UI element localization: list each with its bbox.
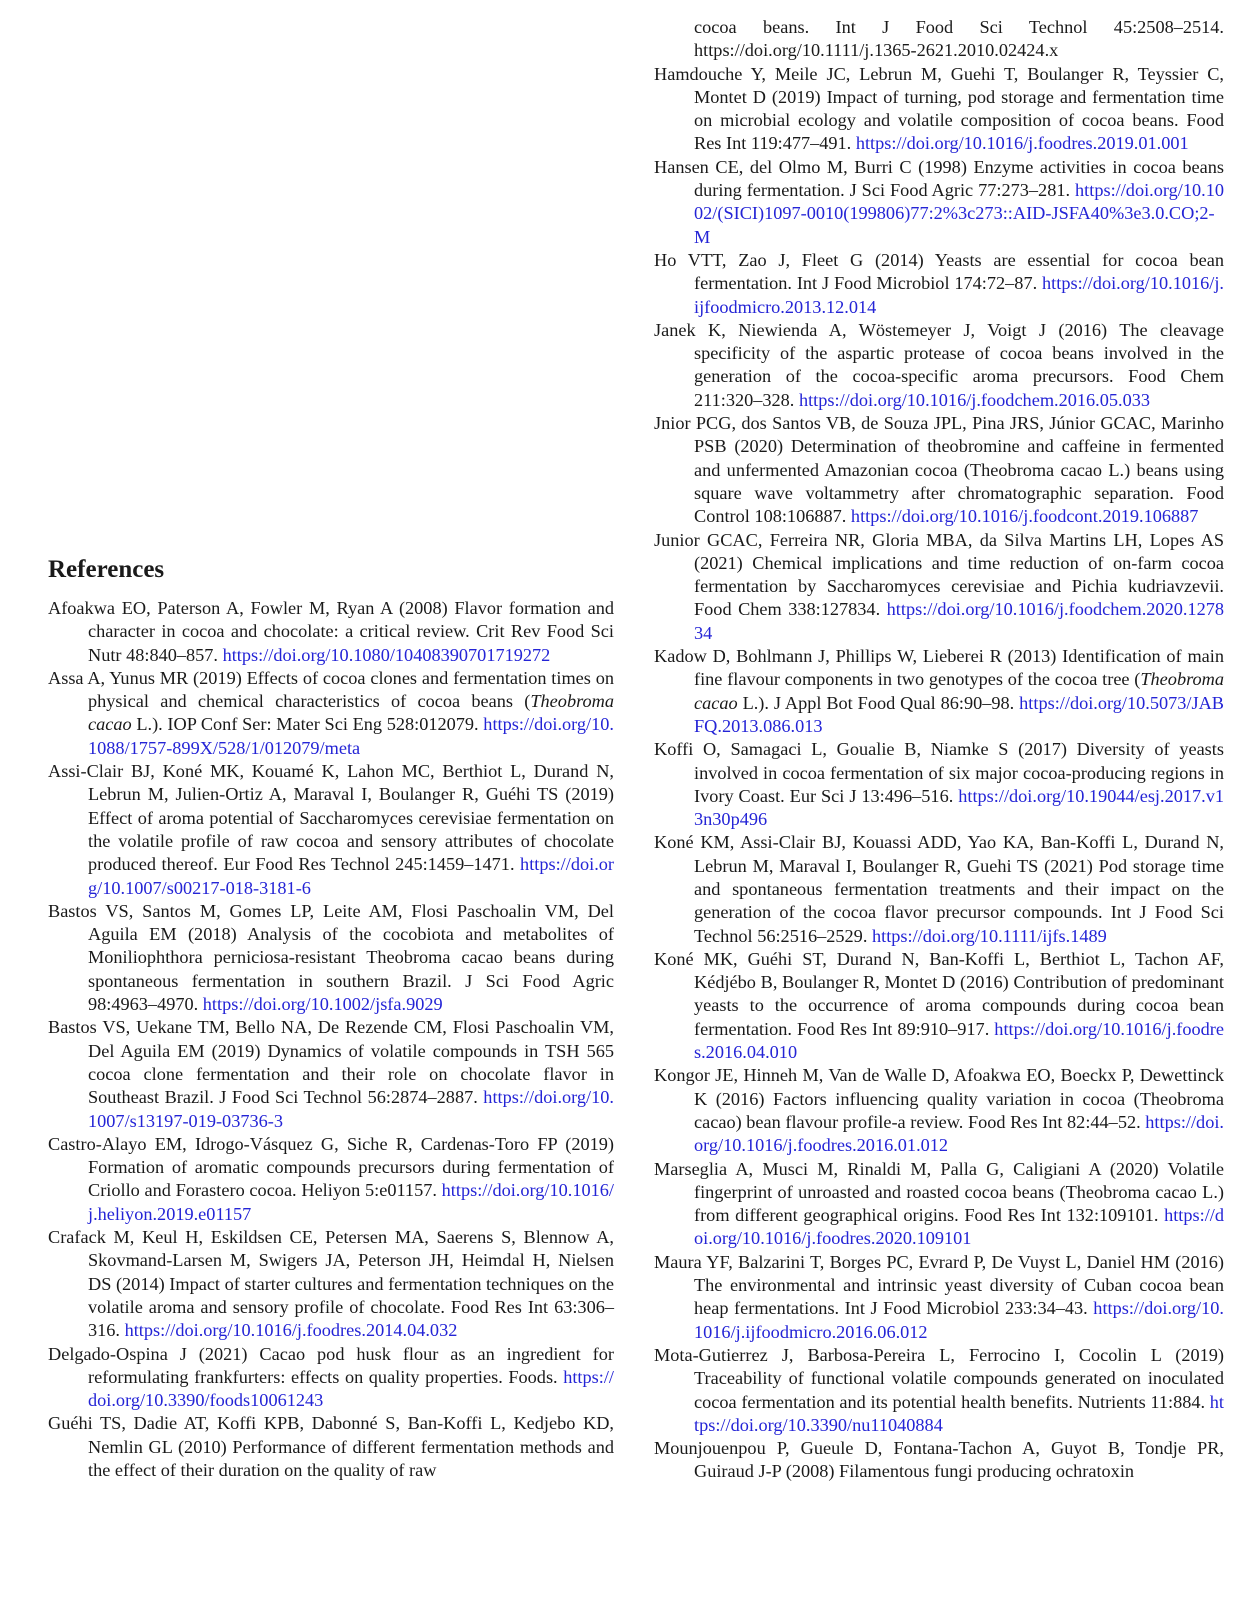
reference-entry xyxy=(654,1064,1224,1157)
reference-doi-link[interactable]: https://doi.org/10.1080/10408390701719272 xyxy=(222,644,551,665)
reference-text: Crafack M, Keul H, Eskildsen CE, Petersen MA, Saerens S, Blennow A, Skovmand-Larsen M, Swigers JA, Peterson JH, Heimdal H, Nielsen DS (2014) Impact of starter cultures and fermentation techniques on the volatile aroma and sensory profile of chocolate. Food Res Int 63:306–316. xyxy=(48,1227,614,1341)
reference-continuation xyxy=(654,16,1224,63)
reference-text: cocoa beans. Int J Food Sci Technol 45:2508–2514. xyxy=(694,17,1224,37)
right-column xyxy=(654,16,1224,1484)
right-ref-list xyxy=(654,63,1224,1484)
reference-text: Kadow D, Bohlmann J, Phillips W, Lieberei R (2013) Identification of main fine flavour components in two genotypes of the cocoa tree ( xyxy=(654,646,1224,690)
reference-text: Ho VTT, Zao J, Fleet G (2014) Yeasts are essential for cocoa bean fermentation. Int J Food Microbiol 174:72–87. xyxy=(654,249,1224,294)
reference-entry xyxy=(654,645,1224,738)
reference-entry xyxy=(654,156,1224,249)
left-ref-list xyxy=(48,597,614,1482)
reference-text: Castro-Alayo EM, Idrogo-Vásquez G, Siche R, Cardenas-Toro FP (2019) Formation of aromatic compounds precursors during fermentation of Criollo and Forastero cocoa. Heliyon 5:e01157. xyxy=(48,1133,614,1201)
reference-text: Bastos VS, Santos M, Gomes LP, Leite AM, Flosi Paschoalin VM, Del Aguila EM (2018) Analysis of the cocobiota and metabolites of Moniliophthora perniciosa-resistant Theobroma cacao beans during spontaneous fermentation in southern Brazil. J Sci Food Agric 98:4963–4970. xyxy=(48,900,614,1015)
reference-doi-link[interactable]: https://doi.org/10.1016/j.foodres.2020.109101 xyxy=(694,1205,1224,1249)
reference-doi-link[interactable]: https://doi.org/10.1016/j.heliyon.2019.e01157 xyxy=(88,1180,614,1224)
reference-text: Janek K, Niewienda A, Wöstemeyer J, Voigt J (2016) The cleavage specificity of the aspartic protease of cocoa beans involved in the generation of the cocoa-specific aroma precursors. Food Chem 211:320–328. xyxy=(654,319,1224,410)
reference-doi-link[interactable]: https://doi.org/10.1016/j.ijfoodmicro.2013.12.014 xyxy=(694,273,1224,317)
left-column xyxy=(48,597,614,1482)
reference-entry xyxy=(654,412,1224,528)
reference-entry xyxy=(654,319,1224,412)
reference-entry xyxy=(48,1016,614,1132)
reference-species-italic: Theobroma cacao xyxy=(88,691,614,735)
reference-text: Jnior PCG, dos Santos VB, de Souza JPL, Pina JRS, Júnior GCAC, Marinho PSB (2020) Determination of theobromine and caffeine in fermented and unfermented Amazonian cocoa (Theobroma cacao L.) beans using square wave voltammetry after chromatographic separation. Food Control 108:106887. xyxy=(654,413,1224,527)
reference-text: Delgado-Ospina J (2021) Cacao pod husk flour as an ingredient for reformulating frankfurters: effects on quality properties. Foods. xyxy=(48,1343,614,1387)
reference-doi-link[interactable]: https://doi.org/10.1016/j.foodchem.2020.127834 xyxy=(694,599,1224,643)
reference-text: Assi-Clair BJ, Koné MK, Kouamé K, Lahon MC, Berthiot L, Durand N, Lebrun M, Julien-Ortiz A, Maraval I, Boulanger R, Guéhi TS (2019) Effect of aroma potential of Saccharomyces cerevisiae fermentation on the volatile profile of raw cocoa and sensory attributes of chocolate produced thereof. Eur Food Res Technol 245:1459–1471. xyxy=(48,761,614,875)
reference-doi-link[interactable]: https://doi.org/10.1088/1757-899X/528/1/012079/meta xyxy=(88,714,614,758)
reference-text: Afoakwa EO, Paterson A, Fowler M, Ryan A (2008) Flavor formation and character in cocoa and chocolate: a critical review. Crit Rev Food Sci Nutr 48:840–857. xyxy=(48,598,614,665)
reference-doi-link[interactable]: https://doi.org/10.1111/ijfs.1489 xyxy=(871,925,1107,946)
reference-entry xyxy=(48,667,614,760)
reference-text: Bastos VS, Uekane TM, Bello NA, De Rezende CM, Flosi Paschoalin VM, Del Aguila EM (2019) Dynamics of volatile compounds in TSH 565 cocoa clone fermentation and their role on chocolate flavor in Southeast Brazil. J Food Sci Technol 56:2874–2887. xyxy=(48,1017,614,1108)
reference-entry xyxy=(654,63,1224,156)
reference-entry xyxy=(654,1251,1224,1344)
reference-entry xyxy=(48,1412,614,1482)
reference-doi-link[interactable]: https://doi.org/10.1016/j.foodcont.2019.106887 xyxy=(850,506,1199,527)
reference-entry xyxy=(654,948,1224,1064)
reference-text: Koné KM, Assi-Clair BJ, Kouassi ADD, Yao KA, Ban-Koffi L, Durand N, Lebrun M, Maraval I, Boulanger R, Guehi TS (2021) Pod storage time and spontaneous fermentation treatments and their impact on the generation of the cocoa flavor precursor compounds. Int J Food Sci Technol 56:2516–2529. xyxy=(654,832,1224,946)
reference-entry xyxy=(48,597,614,667)
reference-doi-link[interactable]: https://doi.org/10.3390/foods10061243 xyxy=(88,1366,614,1411)
reference-entry xyxy=(654,1344,1224,1437)
references-heading: References xyxy=(48,556,165,583)
reference-text: Kongor JE, Hinneh M, Van de Walle D, Afoakwa EO, Boeckx P, Dewettinck K (2016) Factors influencing quality variation in cocoa (Theobroma cacao) bean flavour profile-a review. Food Res Int 82:44–52. xyxy=(654,1065,1224,1132)
reference-doi-link[interactable]: https://doi.org/10.1016/j.foodres.2016.01.012 xyxy=(694,1111,1224,1156)
reference-doi-link[interactable]: https://doi.org/10.1007/s13197-019-03736-3 xyxy=(88,1087,614,1131)
reference-doi-link[interactable]: https://doi.org/10.5073/JABFQ.2013.086.013 xyxy=(694,692,1224,736)
reference-entry xyxy=(48,1343,614,1413)
reference-text: L.). J Appl Bot Food Qual 86:90–98. xyxy=(737,692,1020,713)
reference-entry xyxy=(654,738,1224,831)
reference-doi-link[interactable]: https://doi.org/10.1002/jsfa.9029 xyxy=(202,994,443,1015)
reference-text: Koné MK, Guéhi ST, Durand N, Ban-Koffi L, Berthiot L, Tachon AF, Kédjébo B, Boulanger R, Montet D (2016) Contribution of predominant yeasts to the occurrence of aroma compounds during cocoa bean fermentation. Food Res Int 89:910–917. xyxy=(654,948,1224,1039)
reference-text: L.). IOP Conf Ser: Mater Sci Eng 528:012079. xyxy=(131,714,484,735)
reference-text: Hansen CE, del Olmo M, Burri C (1998) Enzyme activities in cocoa beans during fermentation. J Sci Food Agric 77:273–281. xyxy=(654,156,1224,201)
reference-text: Hamdouche Y, Meile JC, Lebrun M, Guehi T, Boulanger R, Teyssier C, Montet D (2019) Impact of turning, pod storage and fermentation time on microbial ecology and volatile composition of cocoa beans. Food Res Int 119:477–491. xyxy=(654,63,1224,154)
reference-doi-link[interactable]: https://doi.org/10.1016/j.ijfoodmicro.2016.06.012 xyxy=(694,1298,1224,1342)
reference-entry xyxy=(48,900,614,1016)
reference-species-italic: Theobroma cacao xyxy=(694,669,1224,713)
reference-text: Koffi O, Samagaci L, Goualie B, Niamke S (2017) Diversity of yeasts involved in cocoa fermentation of six major cocoa-producing regions in Ivory Coast. Eur Sci J 13:496–516. xyxy=(654,739,1224,806)
reference-text: Mota-Gutierrez J, Barbosa-Pereira L, Ferrocino I, Cocolin L (2019) Traceability of functional volatile compounds generated on inoculated cocoa fermentation and its potential health benefits. Nutrients 11:884. xyxy=(654,1344,1224,1412)
reference-doi-link[interactable]: https://doi.org/10.1002/(SICI)1097-0010(199806)77:2%3c273::AID-JSFA40%3e3.0.CO;2-M xyxy=(694,180,1224,247)
reference-text: Junior GCAC, Ferreira NR, Gloria MBA, da Silva Martins LH, Lopes AS (2021) Chemical implications and time reduction of on-farm cocoa fermentation by Saccharomyces cerevisiae and Pichia kudriavzevii. Food Chem 338:127834. xyxy=(654,529,1224,620)
reference-text: Mounjouenpou P, Gueule D, Fontana-Tachon A, Guyot B, Tondje PR, Guiraud J-P (2008) Filamentous fungi producing ochratoxin xyxy=(654,1438,1224,1482)
reference-text: Assa A, Yunus MR (2019) Effects of cocoa clones and fermentation times on physical and chemical characteristics of cocoa beans ( xyxy=(48,667,614,712)
reference-entry xyxy=(48,1133,614,1226)
reference-entry xyxy=(654,1158,1224,1251)
reference-doi-link[interactable]: https://doi.org/10.1007/s00217-018-3181-6 xyxy=(88,854,614,898)
reference-text: Guéhi TS, Dadie AT, Koffi KPB, Dabonné S, Ban-Koffi L, Kedjebo KD, Nemlin GL (2010) Performance of different fermentation methods and the effect of their duration on the quality of raw xyxy=(48,1413,614,1480)
reference-doi-link[interactable]: https://doi.org/10.1016/j.foodres.2016.04.010 xyxy=(694,1018,1224,1063)
reference-entry xyxy=(654,1437,1224,1484)
reference-entry xyxy=(48,1226,614,1342)
reference-doi-link[interactable]: https://doi.org/10.1016/j.foodchem.2016.05.033 xyxy=(798,389,1151,410)
reference-doi-link[interactable]: https://doi.org/10.3390/nu11040884 xyxy=(694,1391,1224,1435)
reference-doi-link[interactable]: https://doi.org/10.1016/j.foodres.2019.01.001 xyxy=(855,133,1189,154)
reference-doi-link[interactable]: https://doi.org/10.19044/esj.2017.v13n30p496 xyxy=(694,785,1224,830)
reference-entry xyxy=(654,249,1224,319)
reference-text: Maura YF, Balzarini T, Borges PC, Evrard P, De Vuyst L, Daniel HM (2016) The environmental and intrinsic yeast diversity of Cuban cocoa bean heap fermentations. Int J Food Microbiol 233:34–43. xyxy=(654,1251,1224,1319)
reference-doi-link[interactable]: https://doi.org/10.1016/j.foodres.2014.04.032 xyxy=(124,1320,458,1341)
reference-entry xyxy=(48,760,614,900)
reference-doi-link[interactable]: https://doi.org/10.1111/j.1365-2621.2010.02424.x xyxy=(694,40,1059,61)
reference-entry xyxy=(654,529,1224,645)
reference-entry xyxy=(654,831,1224,947)
reference-text: Marseglia A, Musci M, Rinaldi M, Palla G, Caligiani A (2020) Volatile fingerprint of unroasted and roasted cocoa beans (Theobroma cacao L.) from different geographical origins. Food Res Int 132:109101. xyxy=(654,1158,1224,1226)
